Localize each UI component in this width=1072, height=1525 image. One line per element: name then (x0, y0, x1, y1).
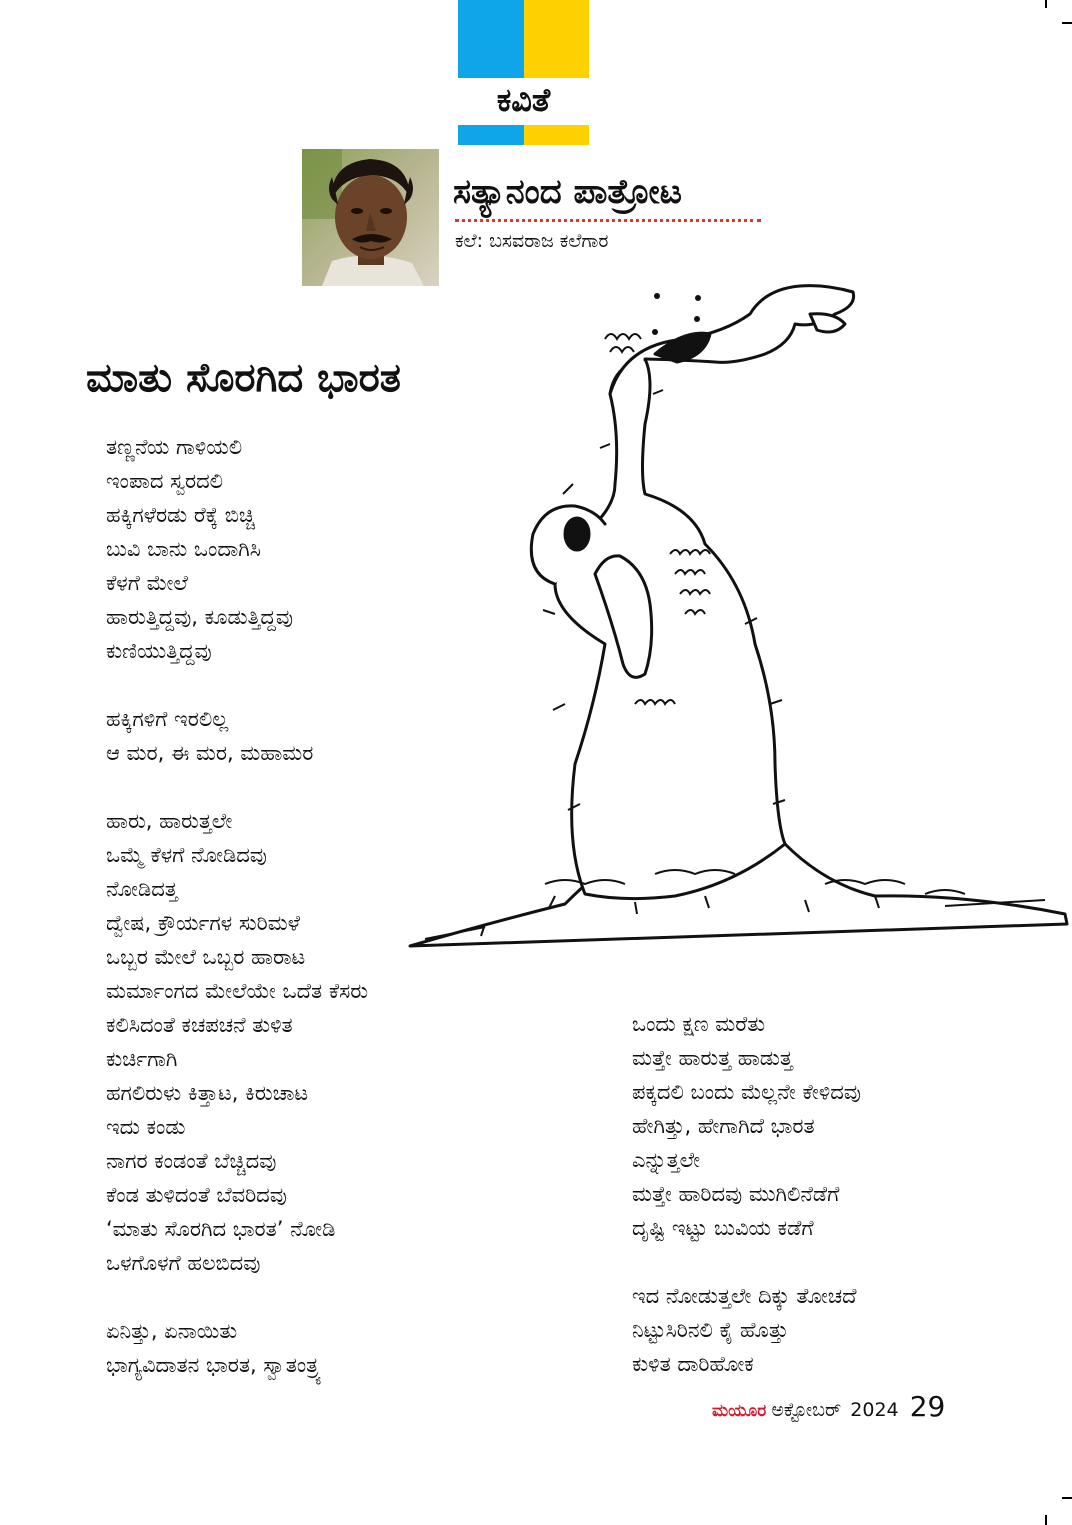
poem-line: ನೋಡಿದತ್ತ (106, 877, 178, 901)
poem-line: ಏನಿತ್ತು, ಏನಾಯಿತು (106, 1319, 238, 1343)
poem-line: ಮರ್ಮಾಂಗದ ಮೇಲೆಯೇ ಒದೆತ ಕೆಸರು (106, 979, 369, 1003)
poem-line: ಬುವಿ ಬಾನು ಒಂದಾಗಿಸಿ (106, 537, 261, 561)
poem-line: ಇದು ಕಂಡು (106, 1115, 186, 1139)
crop-mark (1045, 0, 1047, 8)
poem-line: ದೃಷ್ಟಿ ಇಟ್ಟು ಬುವಿಯ ಕಡೆಗೆ (632, 1216, 814, 1240)
illustration-credit: ಕಲೆ: ಬಸವರಾಜ ಕಲೆಗಾರ (455, 230, 609, 252)
author-name: ಸತ್ಯಾನಂದ ಪಾತ್ರೋಟ (453, 172, 682, 212)
poem-title: ಮಾತು ಸೊರಗಿದ ಭಾರತ (86, 355, 401, 401)
stanza-break (632, 1245, 861, 1279)
issue-year: 2024 (850, 1399, 899, 1421)
poem-line: ಕೆಳಗೆ ಮೇಲೆ (106, 571, 188, 595)
poem-line: ಹಾರು, ಹಾರುತ್ತಲೇ (106, 809, 233, 833)
poem-line: ಹೇಗಿತ್ತು, ಹೇಗಾಗಿದೆ ಭಾರತ (632, 1114, 815, 1138)
stanza-break (106, 668, 368, 702)
poem-line: ಕಲಿಸಿದಂತೆ ಕಚಪಚನೆ ತುಳಿತ (106, 1013, 293, 1037)
poem-right-column (632, 1007, 861, 1381)
poem-line: ಹಕ್ಕಿಗಳಿಗೆ ಇರಲಿಲ್ಲ (106, 707, 229, 731)
header-bar-blue-top (458, 0, 524, 78)
poem-line: ಇಂಪಾದ ಸ್ವರದಲಿ (106, 469, 224, 493)
poem-line: ಎನ್ನುತ್ತಲೇ (632, 1148, 701, 1172)
page-footer (712, 1390, 945, 1430)
header-bar-yellow-top (524, 0, 589, 78)
author-photo (302, 149, 439, 286)
poem-left-column (106, 430, 368, 1382)
poem-line: ತಣ್ಣನೆಯ ಗಾಳಿಯಲಿ (106, 435, 243, 459)
poem-line: ಒಮ್ಮೆ ಕೆಳಗೆ ನೋಡಿದವು (106, 843, 267, 867)
poem-line: ದ್ವೇಷ, ಕ್ರೌರ್ಯಗಳ ಸುರಿಮಳೆ (106, 911, 300, 935)
illustration-figure (405, 284, 1072, 970)
poem-line: ಒಂದು ಕ್ಷಣ ಮರೆತು (632, 1012, 766, 1036)
author-divider (455, 219, 761, 222)
poem-line: ಕುಣಿಯುತ್ತಿದ್ದವು (106, 639, 212, 663)
poem-line: ಮತ್ತೇ ಹಾರುತ್ತ ಹಾಡುತ್ತ (632, 1046, 793, 1070)
poem-line: ಹಗಲಿರುಳು ಕಿತ್ತಾಟ, ಕಿರುಚಾಟ (106, 1081, 309, 1105)
poem-line: ಹಕ್ಕಿಗಳೆರಡು ರೆಕ್ಕೆ ಬಿಚ್ಚಿ (106, 503, 256, 527)
section-label: ಕವಿತೆ (458, 78, 589, 122)
poem-line: ಹಾರುತ್ತಿದ್ದವು, ಕೂಡುತ್ತಿದ್ದವು (106, 605, 294, 629)
crop-mark (1062, 1497, 1072, 1499)
issue-month: ಅಕ್ಟೋಬರ್ (771, 1399, 842, 1421)
crop-mark (1045, 1515, 1047, 1525)
stanza-break (106, 770, 368, 804)
page-number: 29 (909, 1390, 946, 1423)
poem-line: ಕುಳಿತ ದಾರಿಹೋಕ (632, 1352, 754, 1376)
poem-line: ಮತ್ತೇ ಹಾರಿದವು ಮುಗಿಲಿನೆಡೆಗೆ (632, 1182, 840, 1206)
poem-line: ನಾಗರ ಕಂಡಂತೆ ಬೆಚ್ಚಿದವು (106, 1149, 277, 1173)
poem-line: ‘ಮಾತು ಸೊರಗಿದ ಭಾರತ’ ನೋಡಿ (106, 1217, 336, 1241)
crop-mark (1062, 22, 1072, 24)
poem-line: ಕೆಂಡ ತುಳಿದಂತೆ ಬೆವರಿದವು (106, 1183, 287, 1207)
poem-line: ಒಬ್ಬರ ಮೇಲೆ ಒಬ್ಬರ ಹಾರಾಟ (106, 945, 306, 969)
magazine-brand: ಮಯೂರ (712, 1401, 767, 1421)
poem-line: ಆ ಮರ, ಈ ಮರ, ಮಹಾಮರ (106, 741, 314, 765)
poem-line: ನಿಟ್ಟುಸಿರಿನಲಿ ಕೈ ಹೊತ್ತು (632, 1318, 789, 1342)
poem-line: ಒಳಗೊಳಗೆ ಹಲಬಿದವು (106, 1251, 261, 1275)
header-bar-yellow-bottom (524, 125, 589, 145)
poem-line: ಕುರ್ಚಿಗಾಗಿ (106, 1047, 178, 1071)
poem-line: ಭಾಗ್ಯವಿದಾತನ ಭಾರತ, ಸ್ವಾತಂತ್ರ್ಯ (106, 1353, 322, 1377)
poem-line: ಇದ ನೋಡುತ್ತಲೇ ದಿಕ್ಕು ತೋಚದೆ (632, 1284, 857, 1308)
poem-line: ಪಕ್ಕದಲಿ ಬಂದು ಮೆಲ್ಲನೇ ಕೇಳಿದವು (632, 1080, 861, 1104)
header-bar-blue-bottom (458, 125, 524, 145)
stanza-break (106, 1280, 368, 1314)
